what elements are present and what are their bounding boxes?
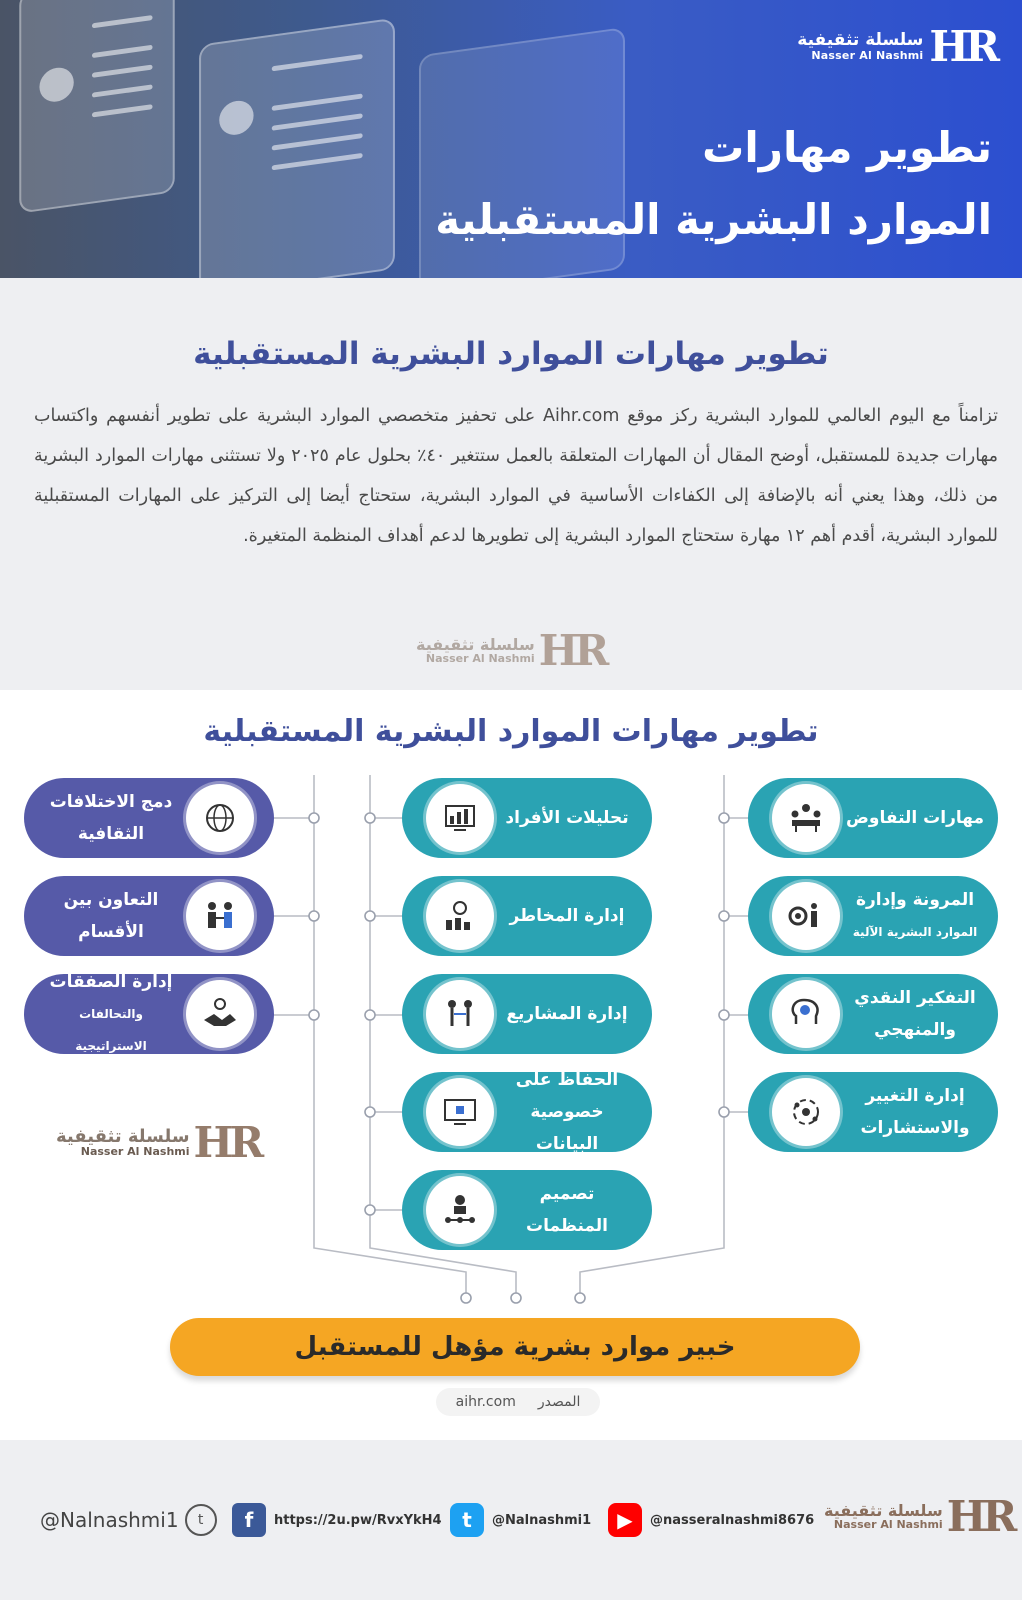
document-illustration <box>19 0 175 214</box>
youtube-handle: @nasseralnashmi8676 <box>650 1512 815 1528</box>
skill-label: إدارة الصفقات <box>49 972 173 992</box>
hero-banner <box>0 0 1022 278</box>
skill-label: مهارات التفاوض <box>846 808 984 828</box>
source-credit <box>436 1388 600 1416</box>
diagram-watermark <box>56 1118 260 1167</box>
project-icon <box>426 980 494 1048</box>
skill-label: إدارة المخاطر <box>509 906 625 926</box>
org-design-icon <box>426 1176 494 1244</box>
watermark-mark: HR <box>538 626 606 675</box>
skill-flexibility-automation <box>748 876 998 956</box>
skill-label: تحليلات الأفراد <box>505 808 629 828</box>
brain-icon <box>772 980 840 1048</box>
skill-label: الثقافية <box>77 824 145 844</box>
skill-label: المنظمات <box>526 1216 608 1236</box>
intro-section <box>0 278 1022 690</box>
skill-critical-thinking <box>748 974 998 1054</box>
skill-change-management <box>748 1072 998 1152</box>
skill-label: الموارد البشرية الآلية <box>852 925 978 939</box>
skill-org-design <box>402 1170 652 1250</box>
watermark-english: Nasser Al Nashmi <box>425 652 535 666</box>
skill-cultural-integration <box>24 778 274 858</box>
facebook-icon: f <box>232 1503 266 1537</box>
source-value: aihr.com <box>455 1394 516 1410</box>
handle-text: @Nalnashmi1 <box>40 1508 179 1532</box>
hero-title <box>435 112 992 256</box>
automation-icon <box>772 882 840 950</box>
risk-icon <box>426 882 494 950</box>
skill-label: إدارة المشاريع <box>506 1004 628 1024</box>
footer-logo-mark: HR <box>946 1492 1014 1541</box>
change-icon <box>772 1078 840 1146</box>
skill-cross-department <box>24 876 274 956</box>
intro-heading: تطوير مهارات الموارد البشرية المستقبلية <box>193 336 829 372</box>
skill-label: التفكير النقدي <box>854 988 976 1008</box>
skill-label: دمج الاختلافات <box>49 792 173 812</box>
twitter-outline-icon: t <box>185 1504 217 1536</box>
footer-logo <box>824 1492 1013 1541</box>
skill-label: والتحالفات الاستراتيجية <box>75 1007 147 1053</box>
hero-title-line1: تطوير مهارات <box>702 123 992 172</box>
skill-label: التعاون بين <box>63 890 159 910</box>
skills-diagram <box>0 690 1022 1440</box>
skill-risk-management <box>402 876 652 956</box>
youtube-link[interactable] <box>608 1503 814 1537</box>
watermark-mark: HR <box>193 1118 261 1167</box>
watermark-arabic: سلسلة تثقيفية <box>416 634 535 654</box>
skill-data-privacy <box>402 1072 652 1152</box>
intro-paragraph: تزامناً مع اليوم العالمي للموارد البشرية ركز موقع Aihr.com على تحفيز متخصصي الموارد البشرية على تطوير أنفسهم واكتساب مهارات جديدة للمستقبل، أوضح المقال أن المهارات المتعلقة بالعمل ستتغير ٤٠٪ بحلول عام ٢٠٢٥ ولا تستثنى مهارات الموارد البشرية من ذلك، وهذا يعني أنه بالإضافة إلى الكفاءات الأساسية في الموارد البشرية، ستحتاج أيضا إلى التركيز على المهارات المستقبلية للموارد البشرية، أقدم أهم ١٢ مهارة ستحتاج الموارد البشرية إلى تطويرها لدعم أهداف المنظمة المتغيرة. <box>34 406 998 546</box>
skill-deal-management <box>24 974 274 1054</box>
footer-handle[interactable] <box>40 1504 217 1536</box>
twitter-link[interactable] <box>450 1503 591 1537</box>
brand-english: Nasser Al Nashmi <box>811 48 924 62</box>
analytics-icon <box>426 784 494 852</box>
globe-icon <box>186 784 254 852</box>
diagram-heading: تطوير مهارات الموارد البشرية المستقبلية <box>203 714 819 749</box>
skill-label: الأقسام <box>78 922 144 942</box>
skill-label: والاستشارات <box>860 1118 970 1138</box>
watermark-logo <box>416 626 605 675</box>
facebook-link[interactable] <box>232 1503 442 1537</box>
hero-title-line2: الموارد البشرية المستقبلية <box>435 195 992 244</box>
skill-label: خصوصية البيانات <box>530 1102 604 1154</box>
data-privacy-icon <box>426 1078 494 1146</box>
footer-logo-arabic: سلسلة تثقيفية <box>824 1500 943 1520</box>
skill-label: تصميم <box>539 1184 595 1204</box>
negotiation-icon <box>772 784 840 852</box>
skill-label: المرونة وإدارة <box>855 890 975 910</box>
document-illustration <box>199 18 395 278</box>
skill-label: والمنهجي <box>874 1020 956 1040</box>
watermark-english: Nasser Al Nashmi <box>80 1145 190 1159</box>
result-banner: خبير موارد بشرية مؤهل للمستقبل <box>170 1318 860 1376</box>
facebook-url: https://2u.pw/RvxYkH4 <box>274 1512 442 1528</box>
handshake-icon <box>186 980 254 1048</box>
youtube-icon: ▶ <box>608 1503 642 1537</box>
brand-mark: HR <box>929 22 996 71</box>
skill-label: الحفاظ على <box>515 1070 619 1090</box>
collaboration-icon <box>186 882 254 950</box>
skill-people-analytics <box>402 778 652 858</box>
watermark-arabic: سلسلة تثقيفية <box>56 1125 190 1147</box>
skill-negotiation <box>748 778 998 858</box>
brand-logo <box>797 22 996 71</box>
skill-label: إدارة التغيير <box>865 1086 965 1106</box>
footer-logo-english: Nasser Al Nashmi <box>833 1518 943 1532</box>
skill-project-management <box>402 974 652 1054</box>
source-label: المصدر <box>537 1394 581 1410</box>
brand-arabic: سلسلة تثقيفية <box>797 30 924 51</box>
footer <box>0 1440 1022 1600</box>
twitter-icon: t <box>450 1503 484 1537</box>
twitter-handle: @Nalnashmi1 <box>492 1512 592 1528</box>
